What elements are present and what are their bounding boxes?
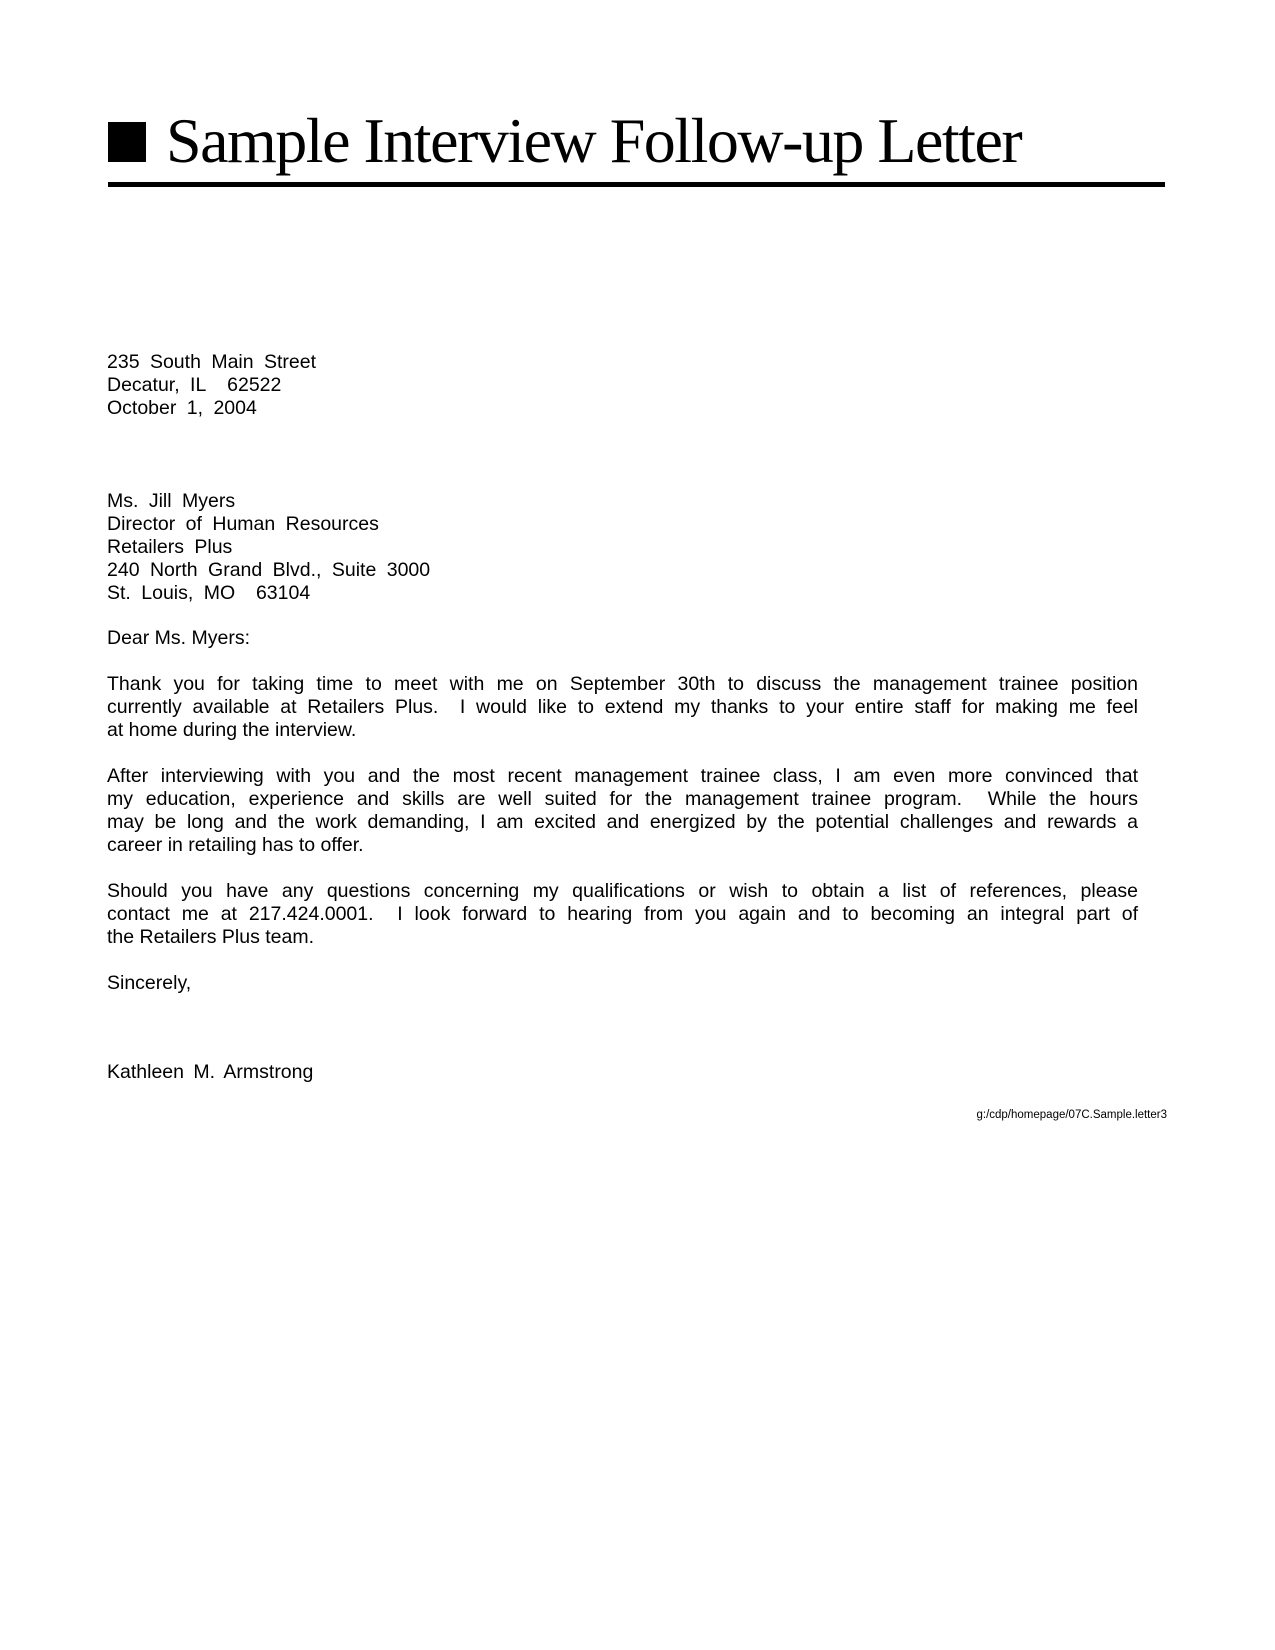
paragraph-line: the Retailers Plus team. (107, 926, 315, 948)
page-title: Sample Interview Follow-up Letter (166, 105, 1022, 176)
address-line: 235 South Main Street (107, 351, 317, 373)
paragraph-line: After interviewing with you and the most recent management trainee class, I am even more convinced that (107, 765, 1138, 787)
address-line: St. Louis, MO 63104 (107, 582, 311, 604)
title-bullet-square-icon (108, 122, 146, 162)
sender-address-block (107, 351, 1138, 420)
title-underline-rule (108, 182, 1165, 187)
closing-sincerely: Sincerely, (107, 972, 192, 994)
letter-paragraphs (107, 673, 1138, 949)
paragraph-line: currently available at Retailers Plus. I would like to extend my thanks to your entire staff for making me feel (107, 696, 1138, 718)
salutation: Dear Ms. Myers: (107, 627, 251, 649)
signature-name: Kathleen M. Armstrong (107, 1061, 314, 1083)
address-line: Retailers Plus (107, 536, 233, 558)
document-header (108, 0, 1167, 187)
paragraph-line: at home during the interview. (107, 719, 357, 741)
file-path-footer: g:/cdp/homepage/07C.Sample.letter3 (976, 1109, 1167, 1121)
address-line: October 1, 2004 (107, 397, 257, 419)
letter-body (107, 351, 1138, 1084)
body-paragraph (107, 673, 1138, 742)
paragraph-line: may be long and the work demanding, I am excited and energized by the potential challenges and rewards a (107, 811, 1138, 833)
body-paragraph (107, 880, 1138, 949)
paragraph-line: my education, experience and skills are well suited for the management trainee program. While the hours (107, 788, 1138, 810)
recipient-address-block (107, 490, 1138, 605)
address-line: 240 North Grand Blvd., Suite 3000 (107, 559, 431, 581)
title-row (108, 104, 1167, 178)
paragraph-line: Should you have any questions concerning my qualifications or wish to obtain a list of references, please (107, 880, 1138, 902)
paragraph-line: career in retailing has to offer. (107, 834, 364, 856)
paragraph-line: contact me at 217.424.0001. I look forward to hearing from you again and to becoming an integral part of (107, 903, 1138, 925)
body-paragraph (107, 765, 1138, 857)
address-line: Decatur, IL 62522 (107, 374, 282, 396)
address-line: Ms. Jill Myers (107, 490, 236, 512)
paragraph-line: Thank you for taking time to meet with me on September 30th to discuss the management trainee position (107, 673, 1138, 695)
address-line: Director of Human Resources (107, 513, 379, 535)
